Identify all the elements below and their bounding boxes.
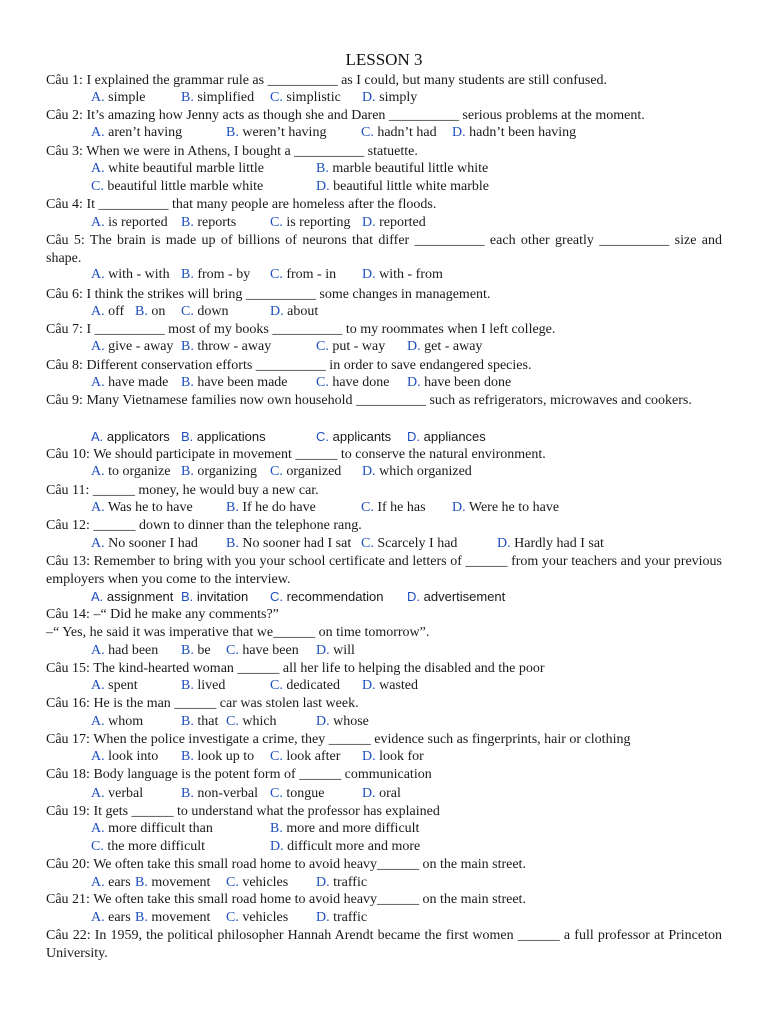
answer-option[interactable] (226, 499, 316, 517)
option-key: A. (91, 500, 105, 515)
answer-option[interactable] (226, 874, 288, 892)
option-key: D. (270, 839, 284, 854)
option-key: A. (91, 90, 105, 105)
option-key: C. (226, 910, 239, 925)
answer-option[interactable] (181, 785, 258, 803)
option-text: No sooner I had (108, 536, 198, 551)
option-text: whose (333, 714, 369, 729)
option-key: B. (181, 429, 194, 444)
option-key: A. (91, 821, 105, 836)
answer-option[interactable] (270, 748, 340, 766)
option-text: give - away (108, 339, 174, 354)
answer-option[interactable] (226, 909, 288, 927)
option-text: non-verbal (197, 786, 258, 801)
option-text: to organize (108, 464, 171, 479)
option-text: look up to (197, 749, 255, 764)
option-key: A. (91, 161, 105, 176)
answer-option[interactable] (91, 713, 143, 731)
page-title: LESSON 3 (345, 50, 423, 69)
option-text: whom (108, 714, 144, 729)
option-text: which (242, 714, 277, 729)
option-key: D. (452, 500, 466, 515)
answer-option[interactable] (361, 535, 457, 553)
option-key: D. (270, 304, 284, 319)
question-text: Câu 21: We often take this small road home to avoid heavy______ on the main street. (46, 892, 526, 907)
answer-option[interactable] (270, 838, 420, 856)
option-key: C. (270, 589, 283, 604)
option-key: A. (91, 536, 105, 551)
question-text: Câu 1: I explained the grammar rule as __________ as I could, but many students are still confused. (46, 73, 608, 88)
option-text: spent (108, 678, 138, 693)
option-text: invitation (196, 589, 249, 604)
answer-option[interactable] (181, 463, 257, 481)
option-text: off (108, 304, 125, 319)
answer-option[interactable] (362, 214, 426, 232)
question-text: Câu 14: –“ Did he make any comments?” (46, 607, 279, 622)
answer-option[interactable] (362, 89, 417, 107)
option-key: C. (361, 500, 374, 515)
answer-option[interactable] (316, 374, 390, 392)
answer-option[interactable] (407, 374, 511, 392)
option-text: simple (108, 90, 146, 105)
option-key: C. (316, 429, 329, 444)
answer-option[interactable] (181, 214, 236, 232)
answer-option[interactable] (316, 338, 385, 356)
answer-option[interactable] (361, 499, 426, 517)
answer-option[interactable] (181, 374, 288, 392)
answer-option[interactable] (91, 677, 138, 695)
option-text: vehicles (242, 875, 289, 890)
option-key: D. (452, 125, 466, 140)
answer-option[interactable] (316, 178, 489, 196)
option-key: A. (91, 464, 105, 479)
answer-option[interactable] (91, 374, 168, 392)
option-key: D. (362, 215, 376, 230)
answer-option[interactable] (91, 785, 143, 803)
question-text: Câu 8: Different conservation efforts __________ in order to save endangered species. (46, 358, 532, 373)
option-text: Scarcely I had (377, 536, 458, 551)
question-text: Câu 9: Many Vietnamese families now own household __________ such as refrigerators, microwaves and cookers. (46, 393, 692, 408)
answer-option[interactable] (91, 820, 213, 838)
option-key: D. (407, 589, 420, 604)
question-text: Câu 20: We often take this small road home to avoid heavy______ on the main street. (46, 857, 526, 872)
option-text: marble beautiful little white (332, 161, 489, 176)
option-key: B. (270, 821, 283, 836)
answer-option[interactable] (91, 748, 158, 766)
answer-option[interactable] (362, 463, 472, 481)
answer-option[interactable] (181, 338, 271, 356)
answer-option[interactable] (91, 338, 173, 356)
answer-option[interactable] (407, 338, 482, 356)
option-text: will (333, 643, 355, 658)
option-key: C. (91, 179, 104, 194)
option-text: If he has (377, 500, 426, 515)
question-text: Câu 13: Remember to bring with you your school certificate and letters of ______ from your teachers and your previous employers when you come to the interview. (46, 554, 722, 587)
option-key: A. (91, 429, 104, 444)
option-key: A. (91, 339, 105, 354)
question-text: Câu 19: It gets ______ to understand what the professor has explained (46, 804, 440, 819)
answer-option[interactable] (91, 178, 263, 196)
option-text: about (287, 304, 319, 319)
option-text: reported (379, 215, 426, 230)
option-key: C. (316, 375, 329, 390)
option-text: from - by (197, 267, 251, 282)
option-key: C. (270, 464, 283, 479)
answer-option[interactable] (316, 642, 355, 660)
option-text: is reported (108, 215, 168, 230)
question-text: Câu 15: The kind-hearted woman ______ all her life to helping the disabled and the poor (46, 661, 545, 676)
option-text: No sooner had I sat (242, 536, 352, 551)
option-key: D. (362, 749, 376, 764)
answer-option[interactable] (181, 266, 250, 284)
option-text: organized (286, 464, 342, 479)
question-text: Câu 3: When we were in Athens, I bought a __________ statuette. (46, 144, 418, 159)
option-text: from - in (286, 267, 337, 282)
option-text: have been (242, 643, 299, 658)
answer-option[interactable] (452, 124, 576, 142)
option-key: B. (181, 375, 194, 390)
option-text: organizing (197, 464, 257, 479)
option-key: A. (91, 678, 105, 693)
option-key: D. (362, 786, 376, 801)
answer-option[interactable] (270, 214, 351, 232)
answer-option[interactable] (226, 535, 351, 553)
answer-option[interactable] (270, 785, 324, 803)
option-text: put - way (332, 339, 386, 354)
option-text: hadn’t been having (469, 125, 577, 140)
option-key: B. (181, 749, 194, 764)
option-text: applicators (106, 429, 170, 444)
option-key: B. (226, 536, 239, 551)
option-key: B. (316, 161, 329, 176)
answer-option[interactable] (270, 303, 318, 321)
answer-option[interactable] (91, 266, 170, 284)
question-text: Câu 17: When the police investigate a crime, they ______ evidence such as fingerprints, hair or clothing (46, 732, 631, 747)
answer-option[interactable] (316, 874, 367, 892)
option-key: D. (316, 643, 330, 658)
option-key: D. (362, 90, 376, 105)
option-text: hadn’t had (377, 125, 437, 140)
option-key: A. (91, 304, 105, 319)
option-key: B. (181, 339, 194, 354)
option-key: C. (270, 749, 283, 764)
option-key: B. (181, 215, 194, 230)
answer-option[interactable] (135, 874, 210, 892)
answer-option[interactable] (91, 160, 264, 178)
option-text: traffic (333, 910, 368, 925)
answer-option[interactable] (497, 535, 604, 553)
option-key: C. (361, 125, 374, 140)
option-key: B. (181, 267, 194, 282)
answer-option[interactable] (316, 909, 367, 927)
option-key: C. (270, 90, 283, 105)
option-key: D. (407, 339, 421, 354)
question-text: Câu 10: We should participate in movement ______ to conserve the natural environment. (46, 447, 546, 462)
option-key: B. (226, 125, 239, 140)
option-text: throw - away (197, 339, 272, 354)
option-key: C. (91, 839, 104, 854)
option-text: applications (196, 429, 266, 444)
option-key: D. (497, 536, 511, 551)
answer-option[interactable] (91, 499, 193, 517)
option-key: A. (91, 643, 105, 658)
answer-option[interactable] (181, 588, 248, 606)
answer-option[interactable] (270, 677, 340, 695)
option-text: weren’t having (242, 125, 327, 140)
answer-option[interactable] (91, 535, 198, 553)
answer-option[interactable] (181, 748, 254, 766)
answer-option[interactable] (270, 820, 419, 838)
option-text: simply (379, 90, 418, 105)
answer-option[interactable] (407, 428, 486, 446)
option-text: look for (379, 749, 424, 764)
option-text: wasted (379, 678, 419, 693)
option-key: A. (91, 875, 105, 890)
option-text: movement (151, 875, 211, 890)
option-text: more and more difficult (286, 821, 420, 836)
option-key: A. (91, 589, 104, 604)
answer-option[interactable] (91, 838, 205, 856)
question-text: Câu 7: I __________ most of my books __________ to my roommates when I left college. (46, 322, 556, 337)
option-text: have made (108, 375, 169, 390)
answer-option[interactable] (91, 214, 168, 232)
option-text: beautiful little marble white (107, 179, 264, 194)
answer-option[interactable] (407, 588, 505, 606)
option-text: on (151, 304, 166, 319)
option-key: D. (362, 678, 376, 693)
answer-option[interactable] (181, 428, 266, 446)
option-text: have done (332, 375, 390, 390)
option-text: tongue (286, 786, 325, 801)
option-key: B. (181, 714, 194, 729)
option-text: assignment (106, 589, 174, 604)
option-key: D. (316, 179, 330, 194)
answer-option[interactable] (362, 677, 418, 695)
option-key: D. (316, 714, 330, 729)
option-text: have been done (424, 375, 512, 390)
option-key: C. (270, 267, 283, 282)
option-text: is reporting (286, 215, 351, 230)
answer-option[interactable] (181, 713, 218, 731)
option-key: D. (407, 375, 421, 390)
answer-option[interactable] (226, 124, 326, 142)
option-text: down (197, 304, 229, 319)
answer-option[interactable] (316, 160, 488, 178)
option-key: A. (91, 267, 105, 282)
option-key: C. (226, 875, 239, 890)
option-text: simplistic (286, 90, 341, 105)
answer-option[interactable] (91, 463, 170, 481)
option-text: Was he to have (107, 500, 193, 515)
option-key: B. (181, 464, 194, 479)
answer-option[interactable] (91, 874, 131, 892)
option-text: reports (197, 215, 237, 230)
option-key: C. (361, 536, 374, 551)
question-text-continued: –“ Yes, he said it was imperative that we______ on time tomorrow”. (46, 625, 430, 640)
answer-option[interactable] (91, 642, 158, 660)
answer-option[interactable] (270, 266, 336, 284)
option-key: B. (181, 643, 194, 658)
question-text: Câu 5: The brain is made up of billions of neurons that differ __________ each other greatly __________ size and shape. (46, 233, 722, 266)
option-text: have been made (197, 375, 288, 390)
option-key: B. (135, 304, 148, 319)
option-key: D. (316, 875, 330, 890)
option-text: simplified (197, 90, 255, 105)
answer-option[interactable] (452, 499, 559, 517)
option-key: A. (91, 125, 105, 140)
option-text: verbal (108, 786, 144, 801)
option-key: C. (226, 643, 239, 658)
option-text: dedicated (286, 678, 340, 693)
answer-option[interactable] (181, 89, 254, 107)
answer-option[interactable] (91, 303, 124, 321)
option-key: C. (270, 678, 283, 693)
answer-option[interactable] (316, 428, 391, 446)
option-key: C. (181, 304, 194, 319)
option-text: traffic (333, 875, 368, 890)
option-text: with - from (379, 267, 443, 282)
option-text: oral (379, 786, 401, 801)
answer-option[interactable] (91, 588, 173, 606)
option-text: look after (286, 749, 341, 764)
option-key: A. (91, 714, 105, 729)
option-text: lived (197, 678, 226, 693)
option-key: D. (316, 910, 330, 925)
answer-option[interactable] (91, 124, 182, 142)
option-key: D. (362, 267, 376, 282)
option-key: B. (181, 678, 194, 693)
answer-option[interactable] (362, 266, 443, 284)
option-key: B. (181, 786, 194, 801)
option-text: appliances (423, 429, 486, 444)
question-text: Câu 18: Body language is the potent form of ______ communication (46, 767, 432, 782)
answer-option[interactable] (91, 909, 131, 927)
answer-option[interactable] (270, 89, 341, 107)
answer-option[interactable] (181, 303, 228, 321)
option-key: C. (316, 339, 329, 354)
answer-option[interactable] (270, 463, 341, 481)
option-key: A. (91, 749, 105, 764)
answer-option[interactable] (226, 713, 277, 731)
option-text: beautiful little white marble (333, 179, 490, 194)
option-text: aren’t having (108, 125, 183, 140)
option-key: C. (270, 215, 283, 230)
option-text: look into (108, 749, 159, 764)
question-text: Câu 2: It’s amazing how Jenny acts as though she and Daren __________ serious problems at the moment. (46, 108, 645, 123)
option-text: If he do have (242, 500, 316, 515)
option-text: Were he to have (468, 500, 560, 515)
option-text: difficult more and more (287, 839, 421, 854)
question-text: Câu 6: I think the strikes will bring __________ some changes in management. (46, 287, 491, 302)
option-text: be (197, 643, 211, 658)
option-text: recommendation (286, 589, 384, 604)
question-text: Câu 12: ______ down to dinner than the telephone rang. (46, 518, 362, 533)
option-text: with - with (108, 267, 170, 282)
answer-option[interactable] (226, 642, 299, 660)
option-key: A. (91, 786, 105, 801)
option-text: more difficult than (108, 821, 213, 836)
option-key: B. (181, 90, 194, 105)
answer-option[interactable] (181, 642, 211, 660)
answer-option[interactable] (135, 303, 165, 321)
answer-option[interactable] (362, 748, 424, 766)
question-text: Câu 22: In 1959, the political philosopher Hannah Arendt became the first women ______ a full professor at Princeton University. (46, 928, 722, 961)
option-text: had been (108, 643, 159, 658)
option-key: C. (270, 786, 283, 801)
answer-option[interactable] (361, 124, 437, 142)
option-text: get - away (424, 339, 483, 354)
option-key: A. (91, 910, 105, 925)
answer-option[interactable] (316, 713, 369, 731)
option-text: applicants (332, 429, 392, 444)
option-text: vehicles (242, 910, 289, 925)
question-text: Câu 11: ______ money, he would buy a new car. (46, 483, 319, 498)
option-key: B. (181, 589, 194, 604)
option-text: which organized (379, 464, 472, 479)
answer-option[interactable] (362, 785, 401, 803)
option-text: white beautiful marble little (108, 161, 265, 176)
option-text: movement (151, 910, 211, 925)
option-key: C. (226, 714, 239, 729)
option-key: A. (91, 375, 105, 390)
answer-option[interactable] (270, 588, 383, 606)
option-text: that (197, 714, 219, 729)
option-key: B. (226, 500, 239, 515)
option-text: ears (108, 875, 131, 890)
option-key: B. (135, 875, 148, 890)
answer-option[interactable] (135, 909, 210, 927)
option-text: the more difficult (107, 839, 206, 854)
option-text: ears (108, 910, 131, 925)
answer-option[interactable] (91, 89, 145, 107)
question-text: Câu 16: He is the man ______ car was stolen last week. (46, 696, 359, 711)
answer-option[interactable] (91, 428, 170, 446)
option-key: B. (135, 910, 148, 925)
option-text: advertisement (423, 589, 506, 604)
option-key: D. (407, 429, 420, 444)
question-text: Câu 4: It __________ that many people are homeless after the floods. (46, 197, 437, 212)
answer-option[interactable] (181, 677, 225, 695)
option-text: Hardly had I sat (514, 536, 604, 551)
option-key: A. (91, 215, 105, 230)
option-key: D. (362, 464, 376, 479)
